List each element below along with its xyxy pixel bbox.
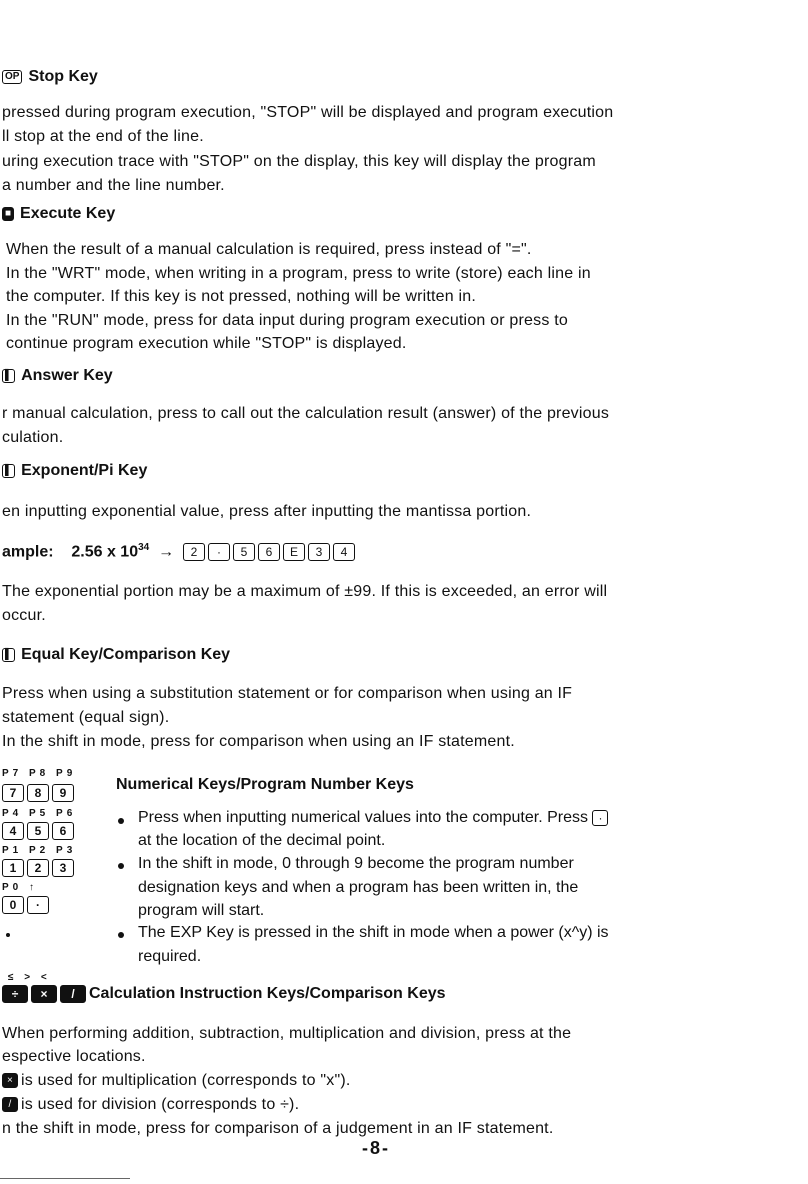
- exponent-line-1: en inputting exponential value, press after inputting the mantissa portion.: [2, 503, 532, 520]
- calc-line-4-text: is used for division (corresponds to ÷).: [21, 1096, 300, 1113]
- stop-key-heading: [2, 68, 98, 86]
- exponent-key-icon: ▌: [2, 464, 15, 478]
- calc-keys-heading: [2, 985, 446, 1003]
- numeric-keys-title: Numerical Keys/Program Number Keys: [116, 776, 414, 793]
- calc-line-1: When performing addition, subtraction, multiplication and division, press at the: [2, 1025, 572, 1042]
- exponent-key-heading: [2, 462, 147, 480]
- keypad-key: 6: [52, 822, 74, 840]
- answer-line-2: culation.: [2, 429, 64, 446]
- stop-line-4: a number and the line number.: [2, 177, 225, 194]
- example-key: ·: [208, 543, 230, 561]
- calc-line-5: n the shift in mode, press for comparison of a judgement in an IF statement.: [2, 1120, 554, 1137]
- example-key: E: [283, 543, 305, 561]
- example-value: 2.56 x 10: [71, 543, 139, 561]
- pad-row-labels: P4 P5 P6: [2, 808, 77, 819]
- answer-key-title: Answer Key: [21, 367, 113, 384]
- example-exponent: 34: [138, 542, 150, 553]
- stop-line-2: ll stop at the end of the line.: [2, 128, 204, 145]
- numeric-bullet-2-line-2: designation keys and when a program has been written in, the: [138, 879, 579, 896]
- execute-line-1: When the result of a manual calculation is required, press instead of "=".: [6, 241, 532, 258]
- keypad-key: ·: [27, 896, 49, 914]
- bullet-dot: [118, 818, 124, 824]
- pad-row-keys: [2, 784, 77, 802]
- stop-line-3: uring execution trace with "STOP" on the display, this key will display the program: [2, 153, 596, 170]
- equal-line-1: Press when using a substitution statement or for comparison when using an IF: [2, 685, 573, 702]
- bullet-dot: [118, 863, 124, 869]
- calc-keys-title: Calculation Instruction Keys/Comparison Keys: [89, 985, 446, 1003]
- execute-key-icon: ■: [2, 207, 14, 221]
- exponent-note-1: The exponential portion may be a maximum of ±99. If this is exceeded, an error will: [2, 583, 608, 600]
- page-number: -8-: [362, 1138, 390, 1158]
- execute-line-5: continue program execution while "STOP" is displayed.: [6, 335, 407, 352]
- example-key: 3: [308, 543, 330, 561]
- numeric-bullet-2-line-1: In the shift in mode, 0 through 9 become the program number: [138, 855, 574, 872]
- exponent-note-2: occur.: [2, 607, 46, 624]
- execute-key-title: Execute Key: [20, 205, 116, 222]
- numeric-bullet-2-line-3: program will start.: [138, 902, 265, 919]
- keypad-key: 4: [2, 822, 24, 840]
- calc-key-icon: ÷: [2, 985, 28, 1003]
- calc-key-icons: [2, 985, 89, 1002]
- stop-key-title: Stop Key: [28, 68, 98, 85]
- pad-row-labels: P0 ↑: [2, 882, 39, 893]
- calc-key-icon: ×: [31, 985, 57, 1003]
- numeric-bullet-1-line-1: Press when inputting numerical values into the computer. Press: [138, 809, 589, 826]
- execute-line-2: In the "WRT" mode, when writing in a program, press to write (store) each line in: [6, 265, 591, 282]
- execute-line-4: In the "RUN" mode, press for data input during program execution or press to: [6, 312, 568, 329]
- calc-line-3: [2, 1071, 351, 1090]
- answer-key-heading: [2, 367, 113, 385]
- pad-row-labels: P7 P8 P9: [2, 768, 77, 779]
- pad-row-keys: [2, 896, 52, 914]
- keypad-key: 7: [2, 784, 24, 802]
- example-label: ample:: [2, 543, 54, 561]
- calc-line-2: espective locations.: [2, 1048, 146, 1065]
- numeric-bullet-3-line-2: required.: [138, 948, 202, 965]
- bullet-dot: [118, 932, 124, 938]
- answer-key-icon: ▌: [2, 369, 15, 383]
- equal-line-2: statement (equal sign).: [2, 709, 170, 726]
- pad-row-keys: [2, 822, 77, 840]
- divide-key-icon: /: [2, 1097, 18, 1112]
- stop-line-1: pressed during program execution, "STOP" will be displayed and program execution: [2, 104, 614, 121]
- bullet-dot: [6, 933, 10, 937]
- calc-key-icon: /: [60, 985, 86, 1003]
- example-key: 5: [233, 543, 255, 561]
- equal-key-heading: [2, 646, 230, 664]
- numeric-bullet-3-line-1: The EXP Key is pressed in the shift in mode when a power (x^y) is: [138, 924, 609, 941]
- equal-key-icon: ▌: [2, 648, 15, 662]
- exponent-key-title: Exponent/Pi Key: [21, 462, 148, 479]
- numeric-bullet-1: [138, 808, 611, 827]
- example-arrow-icon: →: [158, 543, 175, 561]
- footer-rule: [0, 1178, 130, 1179]
- keypad-key: 2: [27, 859, 49, 877]
- example-key: 6: [258, 543, 280, 561]
- multiply-key-icon: ×: [2, 1073, 18, 1088]
- example-key: 4: [333, 543, 355, 561]
- keypad-key: 9: [52, 784, 74, 802]
- equal-key-title: Equal Key/Comparison Key: [21, 646, 231, 663]
- example-key: 2: [183, 543, 205, 561]
- execute-line-3: the computer. If this key is not pressed, nothing will be written in.: [6, 288, 477, 305]
- pad-row-labels: P1 P2 P3: [2, 845, 77, 856]
- keypad-key: 8: [27, 784, 49, 802]
- example-key-sequence: [183, 543, 358, 560]
- keypad-key: 1: [2, 859, 24, 877]
- keypad-key: 3: [52, 859, 74, 877]
- keypad-key: 0: [2, 896, 24, 914]
- numeric-bullet-1-line-2: at the location of the decimal point.: [138, 832, 386, 849]
- keypad-key: 5: [27, 822, 49, 840]
- decimal-point-key-icon: ·: [592, 810, 608, 826]
- execute-key-heading: [2, 205, 115, 223]
- answer-line-1: r manual calculation, press to call out the calculation result (answer) of the previous: [2, 405, 610, 422]
- exponent-example: [2, 542, 358, 561]
- calc-sub-labels: ≤ > <: [8, 972, 51, 983]
- calc-line-4: [2, 1095, 299, 1114]
- equal-line-3: In the shift in mode, press for comparison when using an IF statement.: [2, 733, 515, 750]
- stop-key-icon: OP: [2, 70, 22, 84]
- calc-line-3-text: is used for multiplication (corresponds to "x").: [21, 1072, 351, 1089]
- pad-row-keys: [2, 859, 77, 877]
